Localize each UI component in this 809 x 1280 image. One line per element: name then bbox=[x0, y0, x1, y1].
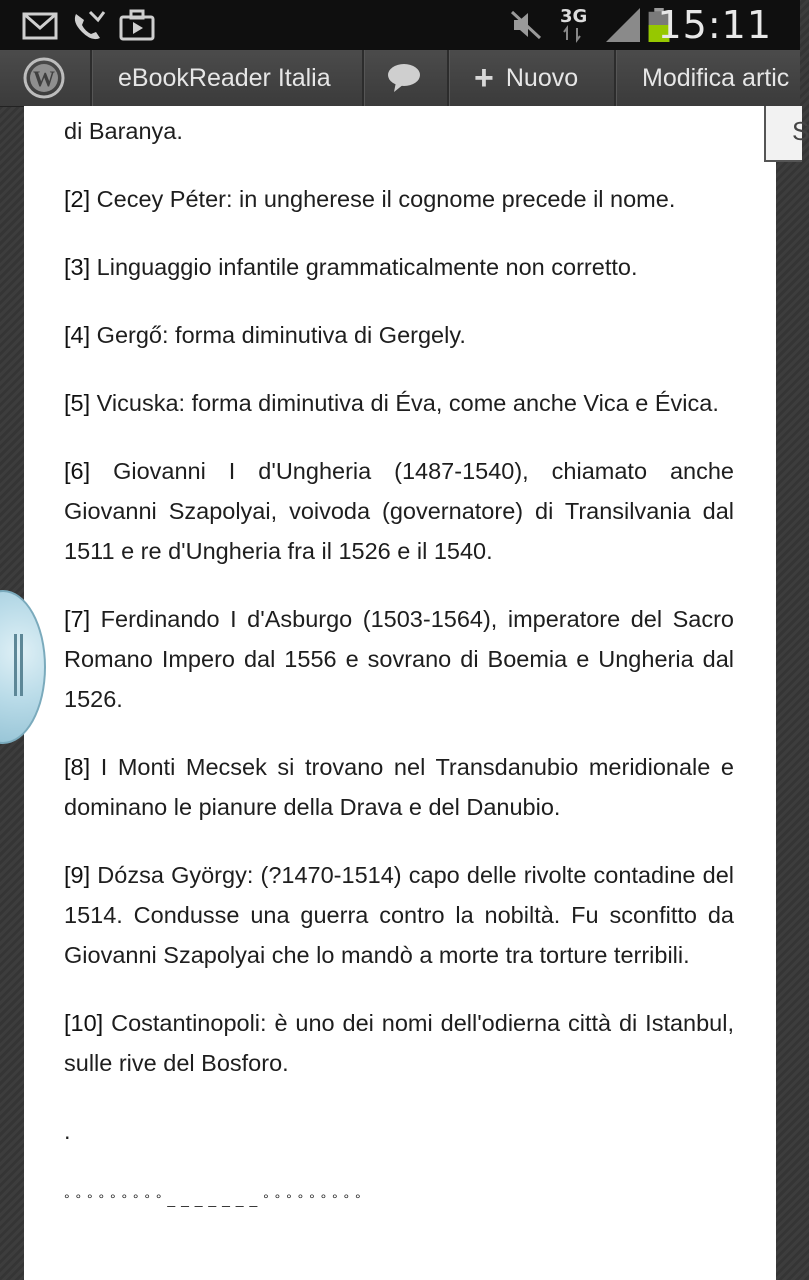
handle-grip bbox=[20, 634, 23, 696]
footnote-9 bbox=[64, 855, 734, 975]
data-arrows-icon bbox=[563, 26, 583, 42]
site-name-link[interactable] bbox=[118, 50, 331, 106]
footnote-2 bbox=[64, 179, 734, 219]
footnote-text: Vicuska: forma diminutiva di Éva, come anche Vica e Évica. bbox=[90, 390, 719, 416]
comment-icon bbox=[386, 62, 422, 94]
gmail-icon bbox=[22, 8, 60, 42]
footnote-6 bbox=[64, 451, 734, 571]
footnote-ref-3[interactable]: [3] bbox=[64, 254, 91, 280]
handle-grip bbox=[14, 634, 17, 696]
footnote-ref-4[interactable]: [4] bbox=[64, 322, 91, 348]
new-label: Nuovo bbox=[505, 63, 579, 92]
network-type: 3G bbox=[560, 6, 588, 27]
footnote-text: Ferdinando I d'Asburgo (1503-1564), imperatore del Sacro Romano Impero dal 1556 e sovrano di Boemia e Ungheria dal 1526. bbox=[64, 606, 734, 712]
comments-button[interactable] bbox=[386, 50, 426, 106]
footnote-ref-6[interactable]: [6] bbox=[64, 458, 91, 484]
briefcase-icon bbox=[118, 8, 156, 42]
footnote-5 bbox=[64, 383, 734, 423]
footnote-text: I Monti Mecsek si trovano nel Transdanubio meridionale e dominano le pianure della Drava e del Danubio. bbox=[64, 754, 734, 820]
separator bbox=[614, 50, 617, 106]
footnote-text: Giovanni I d'Ungheria (1487-1540), chiamato anche Giovanni Szapolyai, voivoda (governatore) di Transilvania dal 1511 e re d'Ungheria fra il 1526 e il 1540. bbox=[64, 458, 734, 564]
status-bar bbox=[0, 0, 800, 50]
svg-text:W: W bbox=[33, 66, 55, 91]
footnote-ref-2[interactable]: [2] bbox=[64, 186, 91, 212]
footnote-ref-5[interactable]: [5] bbox=[64, 390, 91, 416]
admin-bar bbox=[0, 50, 800, 107]
footnote-text: Cecey Péter: in ungherese il cognome precede il nome. bbox=[90, 186, 676, 212]
edit-post-link[interactable] bbox=[642, 50, 800, 106]
edit-label: Modifica artic bbox=[642, 63, 790, 92]
footnote-ref-9[interactable]: [9] bbox=[64, 862, 91, 888]
wordpress-menu[interactable] bbox=[22, 50, 70, 106]
footnote-8 bbox=[64, 747, 734, 827]
signal-icon bbox=[604, 8, 640, 42]
article-content bbox=[24, 106, 776, 1280]
footnote-3 bbox=[64, 247, 734, 287]
footnote-text: Costantinopoli: è uno dei nomi dell'odierna città di Istanbul, sulle rive del Bosforo. bbox=[64, 1010, 734, 1076]
dot-line: . bbox=[64, 1118, 71, 1144]
wordpress-icon bbox=[22, 56, 66, 100]
footnote-4 bbox=[64, 315, 734, 355]
new-content-button[interactable] bbox=[474, 50, 578, 106]
mute-icon bbox=[508, 8, 544, 42]
footnote-text: Linguaggio infantile grammaticalmente non corretto. bbox=[90, 254, 638, 280]
footnote-text: Dózsa György: (?1470-1514) capo delle rivolte contadine del 1514. Condusse una guerra contro la nobiltà. Fu sconfitto da Giovanni Szapolyai che lo mandò a morte tra torture terribili. bbox=[64, 862, 734, 968]
footnote-ref-8[interactable]: [8] bbox=[64, 754, 91, 780]
footnotes bbox=[64, 106, 734, 1247]
missed-call-icon bbox=[70, 8, 108, 42]
footnote-text: Gergő: forma diminutiva di Gergely. bbox=[90, 322, 466, 348]
footnote-7 bbox=[64, 599, 734, 719]
footnote-ref-7[interactable]: [7] bbox=[64, 606, 91, 632]
site-name-label: eBookReader Italia bbox=[118, 63, 331, 92]
footnote-ref-10[interactable]: [10] bbox=[64, 1010, 104, 1036]
separator bbox=[90, 50, 93, 106]
ornament-divider: ° ° ° ° ° ° ° ° ° _ _ _ _ _ _ _ ° ° ° ° ° ° ° ° ° bbox=[64, 1191, 362, 1207]
clock: 15:11 bbox=[657, 3, 772, 47]
separator bbox=[447, 50, 450, 106]
intro-tail: di Baranya. bbox=[64, 118, 183, 144]
separator bbox=[362, 50, 365, 106]
plus-icon: + bbox=[474, 58, 494, 97]
footnote-10 bbox=[64, 1003, 734, 1083]
sidebar-tab-label: S bbox=[792, 116, 809, 146]
sidebar-tab[interactable] bbox=[764, 106, 809, 162]
